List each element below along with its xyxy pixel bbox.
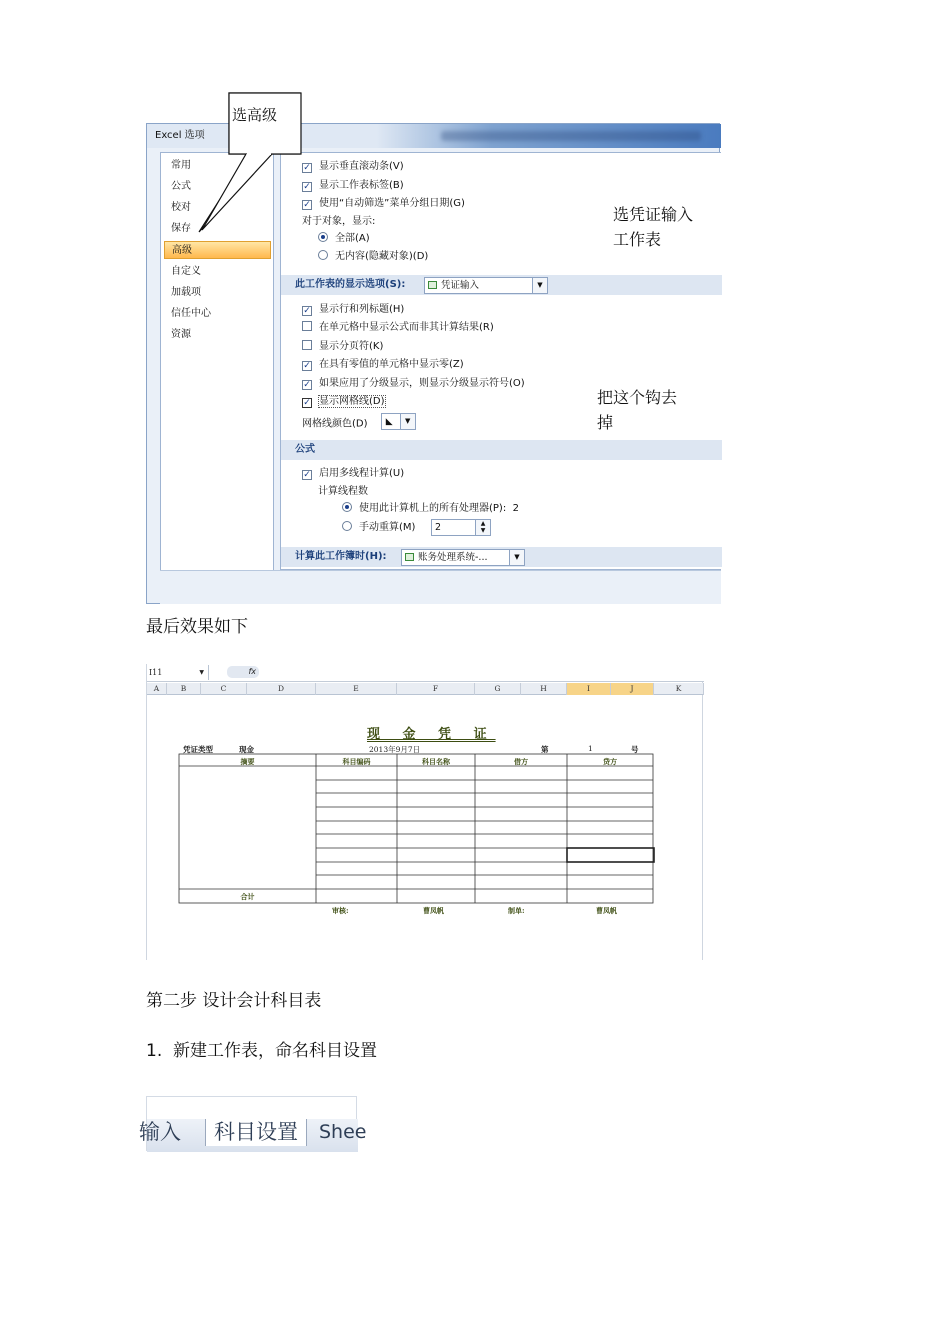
nav-item-customize[interactable]: 自定义 bbox=[171, 266, 201, 277]
option-show-gridlines[interactable]: ✓ 显示网格线(D) bbox=[303, 396, 385, 408]
option-outline-symbols[interactable]: ✓ 如果应用了分级显示，则显示分级显示符号(O) bbox=[303, 378, 525, 390]
option-show-zeros[interactable]: ✓ 在具有零值的单元格中显示零(Z) bbox=[303, 359, 464, 371]
checkbox-icon[interactable]: ✓ bbox=[303, 200, 311, 210]
chevron-down-icon[interactable]: ▼ bbox=[199, 669, 204, 676]
sheet-tabs-screenshot bbox=[139, 1096, 367, 1151]
nav-item-save[interactable]: 保存 bbox=[171, 223, 191, 234]
footer-preparer: 曹凤帆 bbox=[596, 906, 617, 915]
radio-icon[interactable] bbox=[342, 521, 352, 531]
voucher-sheet-screenshot bbox=[146, 664, 703, 960]
chevron-down-icon[interactable]: ▼ bbox=[509, 550, 524, 565]
checkbox-icon[interactable] bbox=[302, 340, 312, 350]
calc-section: 计算此工作簿时(H): 账务处理系统-... ▼ bbox=[281, 547, 722, 567]
dialog-title: Excel 选项 bbox=[155, 130, 205, 141]
option-show-formulas[interactable]: 在单元格中显示公式而非其计算结果(R) bbox=[302, 320, 494, 336]
header-debit: 借方 bbox=[514, 757, 528, 766]
total-label: 合计 bbox=[240, 892, 255, 901]
workbook-icon bbox=[405, 553, 414, 561]
note-uncheck-gridlines: 把这个钩去 掉 bbox=[597, 388, 678, 432]
col-header[interactable]: K bbox=[654, 683, 704, 695]
fx-icon[interactable]: fx bbox=[227, 666, 259, 678]
option-row-col-headers[interactable]: ✓ 显示行和列标题(H) bbox=[303, 304, 405, 316]
col-header[interactable]: I bbox=[567, 683, 611, 695]
option-sheet-tabs[interactable]: ✓ 显示工作表标签(B) bbox=[303, 180, 404, 192]
radio-icon[interactable] bbox=[318, 250, 328, 260]
nav-item-addins[interactable]: 加载项 bbox=[171, 287, 201, 298]
col-header[interactable]: J bbox=[611, 683, 654, 695]
result-caption: 最后效果如下 bbox=[146, 617, 248, 637]
option-multithread[interactable]: ✓ 启用多线程计算(U) bbox=[303, 468, 405, 480]
name-box[interactable]: I11 ▼ bbox=[147, 665, 209, 680]
col-header[interactable]: C bbox=[201, 683, 247, 695]
voucher-date: 2013年9月7日 bbox=[369, 745, 421, 754]
header-summary: 摘要 bbox=[240, 757, 255, 766]
checkbox-icon[interactable]: ✓ bbox=[303, 306, 311, 316]
radio-objects-all[interactable]: 全部(A) bbox=[318, 231, 370, 247]
option-vertical-scrollbar[interactable]: ✓ 显示垂直滚动条(V) bbox=[303, 161, 404, 173]
nav-item-advanced[interactable]: 高级 bbox=[164, 241, 271, 259]
header-account-code: 科目编码 bbox=[342, 757, 371, 766]
voucher-number-suffix: 号 bbox=[631, 745, 639, 754]
chevron-down-icon[interactable]: ▼ bbox=[532, 278, 547, 293]
formula-section: 公式 bbox=[281, 440, 722, 460]
callout-text: 选高级 bbox=[232, 106, 278, 124]
option-page-breaks[interactable]: 显示分页符(K) bbox=[302, 339, 383, 355]
radio-icon[interactable] bbox=[342, 502, 352, 512]
checkbox-icon[interactable]: ✓ bbox=[303, 470, 311, 480]
sheet-options-section: 此工作表的显示选项(S): 凭证输入 ▼ bbox=[281, 275, 722, 295]
selected-cell[interactable] bbox=[567, 848, 654, 862]
col-header[interactable]: D bbox=[247, 683, 316, 695]
sheet-select[interactable]: 凭证输入 ▼ bbox=[424, 277, 548, 294]
header-credit: 贷方 bbox=[603, 757, 617, 766]
footer-reviewer-label: 审核: bbox=[332, 906, 349, 915]
checkbox-icon[interactable]: ✓ bbox=[303, 163, 311, 173]
col-header[interactable]: B bbox=[167, 683, 201, 695]
col-header[interactable]: H bbox=[521, 683, 567, 695]
tab-account-settings[interactable]: 科目设置 bbox=[205, 1119, 307, 1146]
nav-item-common[interactable]: 常用 bbox=[171, 160, 191, 171]
checkbox-icon[interactable] bbox=[302, 321, 312, 331]
header-account-name: 科目名称 bbox=[422, 757, 450, 766]
nav-item-formulas[interactable]: 公式 bbox=[171, 181, 191, 192]
checkbox-icon[interactable]: ✓ bbox=[303, 398, 311, 408]
workbook-select[interactable]: 账务处理系统-... ▼ bbox=[401, 549, 525, 566]
radio-all-processors[interactable]: 使用此计算机上的所有处理器(P): 2 bbox=[342, 501, 519, 517]
footer-reviewer: 曹凤帆 bbox=[423, 906, 444, 915]
nav-item-proofing[interactable]: 校对 bbox=[171, 202, 191, 213]
checkbox-icon[interactable]: ✓ bbox=[303, 182, 311, 192]
step2-heading: 第二步 设计会计科目表 bbox=[146, 991, 322, 1011]
gridline-color-picker[interactable] bbox=[381, 413, 416, 430]
sheet-icon bbox=[428, 281, 437, 289]
voucher-title: 现 金 凭 证 bbox=[367, 727, 496, 742]
thread-count-label: 计算线程数 bbox=[318, 486, 368, 497]
paint-bucket-icon: ◣ bbox=[385, 417, 393, 427]
gridline-color-row: 网格线颜色(D) ◣ ▼ bbox=[302, 415, 406, 431]
checkbox-icon[interactable]: ✓ bbox=[303, 380, 311, 390]
radio-objects-none[interactable]: 无内容(隐藏对象)(D) bbox=[318, 249, 428, 265]
col-header[interactable]: G bbox=[475, 683, 521, 695]
tab-sheet[interactable]: Shee bbox=[319, 1121, 367, 1143]
note-select-sheet: 选凭证输入 工作表 bbox=[613, 205, 694, 249]
chevron-down-icon[interactable]: ▼ bbox=[400, 414, 415, 429]
col-header[interactable]: A bbox=[147, 683, 167, 695]
dialog-footer bbox=[160, 570, 721, 604]
nav-item-resources[interactable]: 资源 bbox=[171, 329, 191, 340]
thread-count-spinner[interactable]: 2 ▲ ▼ bbox=[431, 519, 491, 536]
radio-manual-threads[interactable]: 手动重算(M) bbox=[342, 520, 415, 536]
objects-label: 对于对象，显示: bbox=[302, 216, 376, 227]
checkbox-icon[interactable]: ✓ bbox=[303, 361, 311, 371]
nav-item-trust-center[interactable]: 信任中心 bbox=[171, 308, 211, 319]
col-header[interactable]: F bbox=[397, 683, 475, 695]
col-header[interactable]: E bbox=[316, 683, 397, 695]
voucher-number-prefix: 第 bbox=[541, 745, 549, 754]
footer-preparer-label: 制单: bbox=[508, 906, 525, 915]
tab-voucher-input[interactable]: 输入 bbox=[139, 1120, 181, 1144]
voucher-number: 1 bbox=[588, 744, 593, 753]
spinner-arrows-icon[interactable]: ▲ ▼ bbox=[475, 520, 490, 535]
voucher-type-label: 凭证类型 bbox=[183, 745, 213, 754]
voucher-type-value: 现金 bbox=[239, 745, 254, 754]
radio-icon[interactable] bbox=[318, 232, 328, 242]
step2-item1: 1. 新建工作表，命名科目设置 bbox=[146, 1041, 378, 1061]
option-group-dates[interactable]: ✓ 使用“自动筛选”菜单分组日期(G) bbox=[303, 198, 465, 210]
